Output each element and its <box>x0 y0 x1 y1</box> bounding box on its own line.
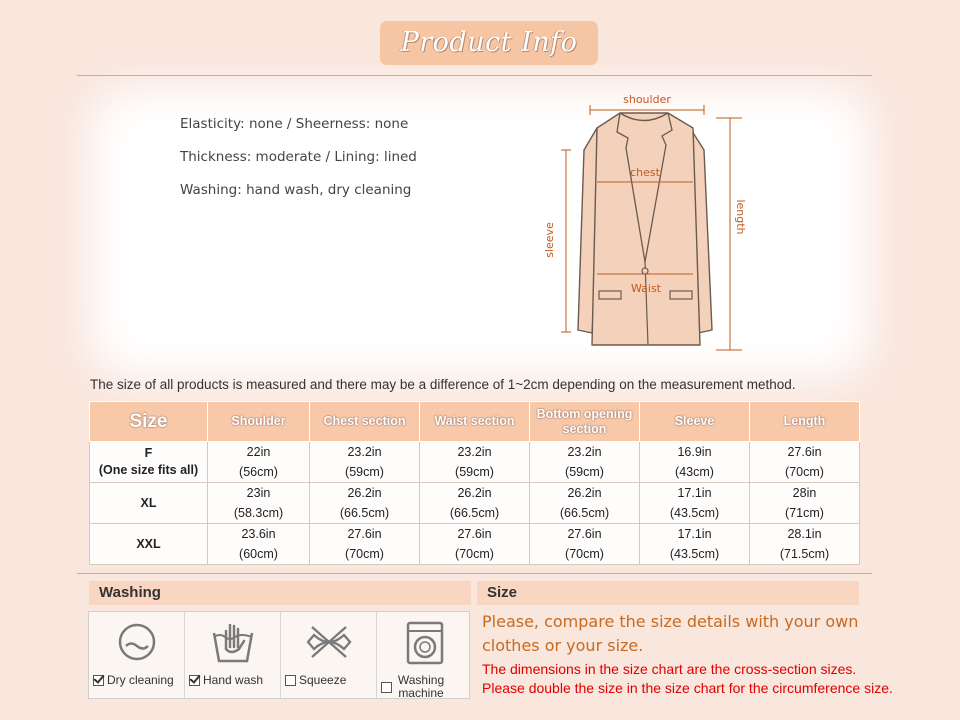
table-cell: 17.1in (43.5cm) <box>640 483 750 524</box>
title-divider <box>77 75 872 76</box>
table-cell: 28in (71cm) <box>750 483 860 524</box>
squeeze-checkbox[interactable] <box>285 675 296 686</box>
table-cell: 27.6in (70cm) <box>750 442 860 483</box>
page-title: Product Info <box>380 21 598 65</box>
table-row <box>90 442 860 483</box>
size-name: XL <box>140 495 157 510</box>
wash-option-hand-wash <box>185 612 281 698</box>
wash-option-squeeze <box>281 612 377 698</box>
spec-thickness: Thickness: moderate / Lining: lined <box>180 149 417 165</box>
washing-options <box>88 611 470 699</box>
size-name: F <box>144 446 153 460</box>
waist-label: Waist <box>630 282 662 295</box>
size-table <box>89 401 860 565</box>
size-warning-circumference: Please double the size in the size chart for the circumference size. <box>482 680 893 696</box>
size-table-header <box>90 402 860 442</box>
shoulder-label: shoulder <box>623 93 671 106</box>
squeeze-icon <box>304 617 354 667</box>
jacket-body <box>592 113 700 345</box>
table-cell: 17.1in (43.5cm) <box>640 524 750 565</box>
size-section-title: Size <box>477 581 859 605</box>
hand-wash-checkbox[interactable] <box>189 675 200 686</box>
size-warning-cross-section: The dimensions in the size chart are the cross-section sizes. <box>482 661 857 677</box>
jacket-measurement-diagram <box>520 85 780 360</box>
size-cell <box>90 483 208 524</box>
table-row <box>90 483 860 524</box>
table-cell: 26.2in (66.5cm) <box>420 483 530 524</box>
washing-section-title: Washing <box>89 581 471 605</box>
hand-wash-label: Hand wash <box>203 673 264 687</box>
size-note: (One size fits all) <box>98 463 199 477</box>
table-cell: 27.6in (70cm) <box>310 524 420 565</box>
table-cell: 23.2in (59cm) <box>310 442 420 483</box>
section-divider <box>77 573 872 574</box>
washing-machine-icon <box>400 617 450 667</box>
header-bottom-opening: Bottom opening section <box>530 402 640 442</box>
size-warnings <box>482 660 893 698</box>
size-cell <box>90 442 208 483</box>
washing-machine-label: Washing machine <box>397 673 445 700</box>
header-chest: Chest section <box>310 402 420 442</box>
dry-cleaning-label: Dry cleaning <box>107 673 174 687</box>
wash-option-washing-machine <box>377 612 471 698</box>
header-length: Length <box>750 402 860 442</box>
table-cell: 28.1in (71.5cm) <box>750 524 860 565</box>
washing-machine-checkbox[interactable] <box>381 682 392 693</box>
header-waist: Waist section <box>420 402 530 442</box>
chest-label: chest <box>630 166 660 179</box>
table-cell: 23in (58.3cm) <box>208 483 310 524</box>
header-sleeve: Sleeve <box>640 402 750 442</box>
table-cell: 27.6in (70cm) <box>420 524 530 565</box>
size-advice: Please, compare the size details with your own clothes or your size. <box>482 612 859 655</box>
size-cell <box>90 524 208 565</box>
header-shoulder: Shoulder <box>208 402 310 442</box>
sleeve-label: sleeve <box>543 222 556 258</box>
dry-cleaning-checkbox[interactable] <box>93 675 104 686</box>
hand-wash-icon <box>208 617 258 667</box>
dry-cleaning-icon <box>112 617 162 667</box>
table-cell: 23.2in (59cm) <box>420 442 530 483</box>
squeeze-label: Squeeze <box>299 673 347 687</box>
table-cell: 27.6in (70cm) <box>530 524 640 565</box>
size-name: XXL <box>136 536 161 551</box>
table-cell: 23.2in (59cm) <box>530 442 640 483</box>
measurement-note: The size of all products is measured and there may be a difference of 1~2cm depending on the measurement method. <box>90 377 796 392</box>
header-size: Size <box>90 402 208 442</box>
table-cell: 26.2in (66.5cm) <box>530 483 640 524</box>
length-label: length <box>734 199 747 235</box>
spec-washing: Washing: hand wash, dry cleaning <box>180 182 412 198</box>
table-row <box>90 524 860 565</box>
spec-elasticity: Elasticity: none / Sheerness: none <box>180 116 409 132</box>
wash-option-dry-cleaning <box>89 612 185 698</box>
table-cell: 26.2in (66.5cm) <box>310 483 420 524</box>
table-cell: 22in (56cm) <box>208 442 310 483</box>
table-cell: 23.6in (60cm) <box>208 524 310 565</box>
table-cell: 16.9in (43cm) <box>640 442 750 483</box>
